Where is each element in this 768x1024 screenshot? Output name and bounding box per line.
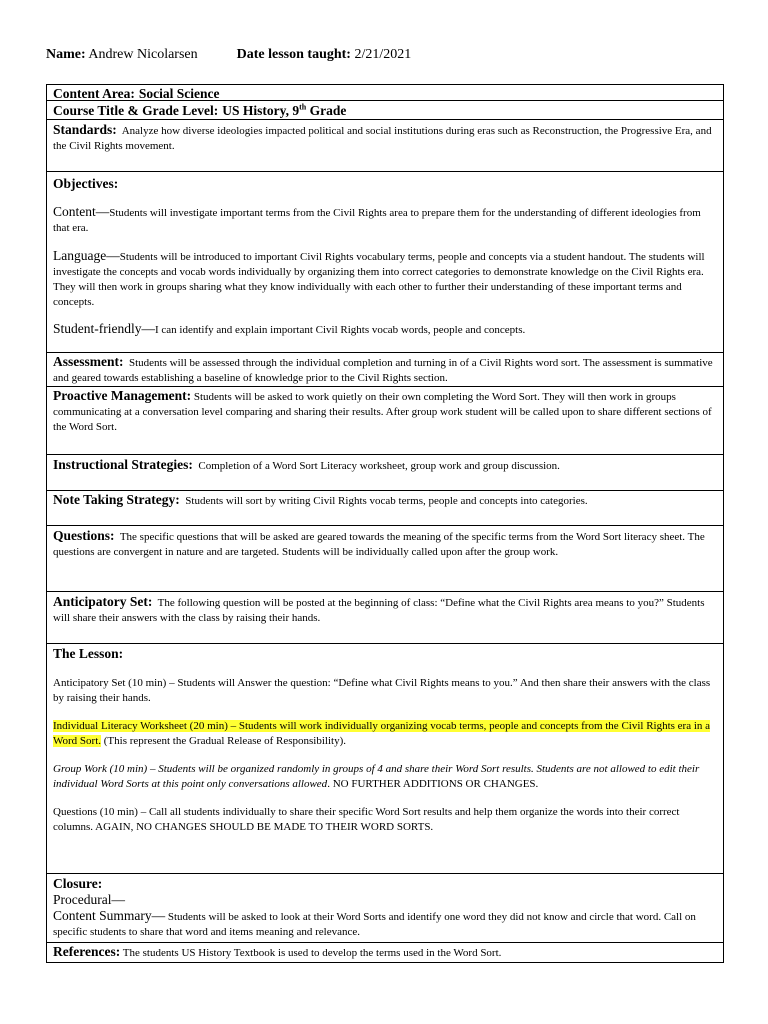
content-area-label: Content Area: [53,86,135,101]
strategies-label: Instructional Strategies: [53,457,193,472]
content-objective-label: Content— [53,204,110,219]
friendly-objective-label: Student-friendly— [53,321,155,336]
standards-label: Standards: [53,122,117,137]
management-label: Proactive Management: [53,388,192,403]
questions-text: The specific questions that will be asked are geared towards the meaning of the specific terms from the Word Sort literacy sheet. The questions are convergent in nature and are targeted. Students will be individually called upon after the group work. [53,531,705,558]
lesson-label: The Lesson: [53,646,124,661]
strategies-row [47,455,723,491]
assessment-text: Students will be assessed through the individual completion and turning in of a Civil Rights word sort. The assessment is summative and geared towards establishing a baseline of knowledge prior to the Civil Rights section. [53,357,713,384]
name-label: Name: [46,47,86,62]
objectives-label: Objectives: [53,176,119,191]
questions-label: Questions: [53,528,115,543]
course-value: US History, 9th Grade [222,102,347,118]
date-label: Date lesson taught: [236,47,351,62]
note-taking-text: Students will sort by writing Civil Rights vocab terms, people and concepts into categories. [185,495,588,507]
course-row [47,101,723,120]
note-taking-label: Note Taking Strategy: [53,492,180,507]
content-objective-text: Students will investigate important terms from the Civil Rights area to prepare them for the understanding of different ideologies from that era. [53,207,701,234]
lesson-step-worksheet: Individual Literacy Worksheet (20 min) – Students will work individually organizing vocab terms, people and concepts from the Civil Rights era in a Word Sort. (This represent the Gradual Release of Responsibility). [53,720,711,747]
anticipatory-text: The following question will be posted at the beginning of class: “Define what the Civil Rights area means to you?” Students will share their answers with the class by raising their hands. [53,597,705,624]
procedural-label: Procedural— [53,892,125,907]
management-text: Students will be asked to work quietly on their own completing the Word Sort. They will then work in groups communicating at a conversation level comparing and sharing their results. After group work student will be called upon to share different sections of the Word Sort. [53,391,712,433]
course-label: Course Title & Grade Level: [53,103,219,118]
standards-row [47,120,723,172]
language-objective-label: Language— [53,248,120,263]
date-value: 2/21/2021 [354,47,412,62]
management-row [47,387,723,455]
closure-label: Closure: [53,876,103,891]
lesson-row [47,644,723,874]
questions-row [47,526,723,592]
strategies-text: Completion of a Word Sort Literacy worksheet, group work and group discussion. [198,460,560,472]
content-summary-text: Students will be asked to look at their Word Sorts and identify one word they did not know and circle that word. Call on specific students to share that word and items meaning and relevance. [53,911,696,938]
friendly-objective-text: I can identify and explain important Civil Rights vocab words, people and concepts. [154,324,526,336]
content-area-value: Social Science [138,86,220,101]
language-objective-text: Students will be introduced to important Civil Rights vocabulary terms, people and concepts via a student handout. The students will investigate the concepts and vocab words individually by organizing them into correct categories to demonstrate knowledge on the Civil Rights era. They will then work in groups sharing what they know individually with each other to further their understanding of these important terms and concepts. [53,251,705,308]
anticipatory-label: Anticipatory Set: [53,594,153,609]
anticipatory-row [47,592,723,644]
note-taking-row [47,491,723,526]
standards-text: Analyze how diverse ideologies impacted political and social institutions during eras such as Reconstruction, the Progressive Era, and the Civil Rights movement. [53,125,712,152]
closure-row [47,874,723,943]
lesson-step-group-work: Group Work (10 min) – Students will be organized randomly in groups of 4 and share their Word Sort results. Students are not allowed to edit their individual Word Sorts at this point only conversations allowed. NO FURTHER ADDITIONS OR CHANGES. [53,763,700,790]
references-row [47,943,723,962]
objectives-row [47,172,723,353]
lesson-step-anticipatory: Anticipatory Set (10 min) – Students will Answer the question: “Define what Civil Rights means to you.” And then share their answers with the class by raising their hands. [53,677,711,704]
name-value: Andrew Nicolarsen [88,47,198,62]
assessment-label: Assessment: [53,354,124,369]
header-line [46,47,411,63]
content-area-row [47,85,723,101]
content-summary-label: Content Summary— [53,908,166,923]
lesson-plan-table [46,84,724,963]
references-text: The students US History Textbook is used to develop the terms used in the Word Sort. [122,947,502,959]
lesson-step-questions: Questions (10 min) – Call all students individually to share their specific Word Sort results and help them organize the words into their correct columns. AGAIN, NO CHANGES SHOULD BE MADE TO THEIR WORD SORTS. [53,806,680,833]
references-label: References: [53,944,121,959]
assessment-row [47,353,723,387]
